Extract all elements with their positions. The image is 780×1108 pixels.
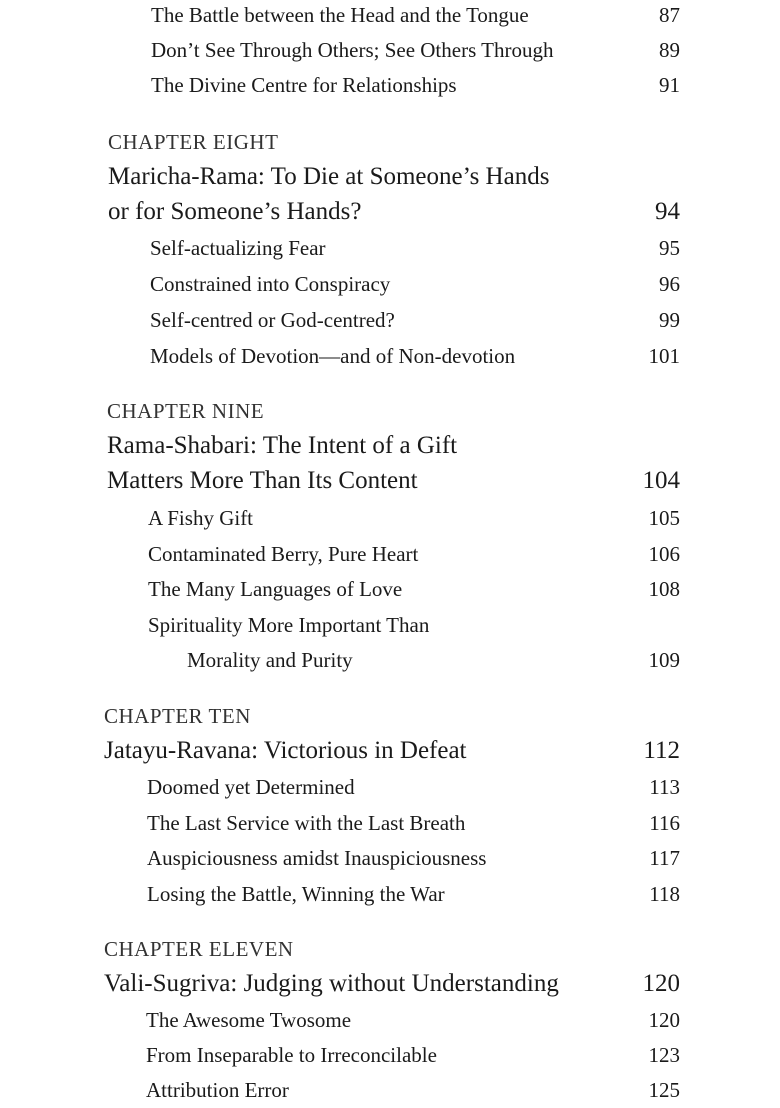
chapter-label: CHAPTER NINE (107, 399, 265, 423)
toc-entry-page: 96 (659, 272, 680, 296)
toc-entry-title: Self-centred or God-centred? (150, 308, 395, 332)
toc-entry-page: 113 (649, 775, 680, 799)
toc-entry-title: Attribution Error (146, 1078, 289, 1102)
chapter-title: Maricha-Rama: To Die at Someone’s Hands (108, 163, 550, 190)
toc-entry-title: Doomed yet Determined (147, 775, 355, 799)
toc-entry-page: 117 (649, 846, 680, 870)
chapter-title: Matters More Than Its Content (107, 467, 418, 494)
toc-entry-page: 91 (659, 73, 680, 97)
toc-entry-title: Morality and Purity (187, 648, 353, 672)
toc-entry-title: A Fishy Gift (148, 506, 254, 530)
toc-entry-page: 95 (659, 236, 680, 260)
toc-entry-title: Losing the Battle, Winning the War (147, 882, 445, 906)
toc-entry-page: 125 (648, 1078, 680, 1102)
toc-entry-title: The Many Languages of Love (148, 577, 403, 601)
chapter-page: 104 (642, 467, 680, 494)
toc-entry-title: The Last Service with the Last Breath (147, 811, 466, 835)
toc-entry-page: 106 (648, 542, 680, 566)
toc-entry-page: 120 (648, 1008, 680, 1032)
toc-entry-title: Spirituality More Important Than (148, 613, 430, 637)
toc-entry-page: 101 (648, 344, 680, 368)
toc-entry-title: The Battle between the Head and the Tongue (151, 3, 529, 27)
toc-entry-title: Models of Devotion—and of Non-devotion (150, 344, 516, 368)
chapter-title: Rama-Shabari: The Intent of a Gift (107, 432, 458, 459)
chapter-label: CHAPTER EIGHT (108, 130, 279, 154)
toc-entry-title: Don’t See Through Others; See Others Through (151, 38, 554, 62)
toc-entry-page: 89 (659, 38, 680, 62)
toc-entry-title: Constrained into Conspiracy (150, 272, 391, 296)
toc-entry-page: 87 (659, 3, 680, 27)
toc-entry-page: 109 (648, 648, 680, 672)
toc-entry-title: From Inseparable to Irreconcilable (146, 1043, 437, 1067)
toc-entry-page: 123 (648, 1043, 680, 1067)
toc-entry-title: Auspiciousness amidst Inauspiciousness (147, 846, 487, 870)
chapter-label: CHAPTER ELEVEN (104, 937, 294, 961)
toc-entry-page: 116 (649, 811, 680, 835)
chapter-page: 112 (643, 737, 680, 764)
toc-entry-title: The Awesome Twosome (146, 1008, 352, 1032)
toc-entry-title: The Divine Centre for Relationships (151, 73, 457, 97)
toc-entry-page: 108 (648, 577, 680, 601)
toc-entry-title: Self-actualizing Fear (150, 236, 326, 260)
toc-entry-page: 99 (659, 308, 680, 332)
chapter-page: 120 (642, 970, 680, 997)
chapter-title: or for Someone’s Hands? (108, 198, 362, 225)
chapter-title: Jatayu-Ravana: Victorious in Defeat (104, 737, 467, 764)
toc-entry-title: Contaminated Berry, Pure Heart (148, 542, 419, 566)
toc-entry-page: 118 (649, 882, 680, 906)
chapter-page: 94 (655, 198, 680, 225)
toc-entry-page: 105 (648, 506, 680, 530)
chapter-title: Vali-Sugriva: Judging without Understanding (104, 970, 559, 997)
chapter-label: CHAPTER TEN (104, 704, 251, 728)
